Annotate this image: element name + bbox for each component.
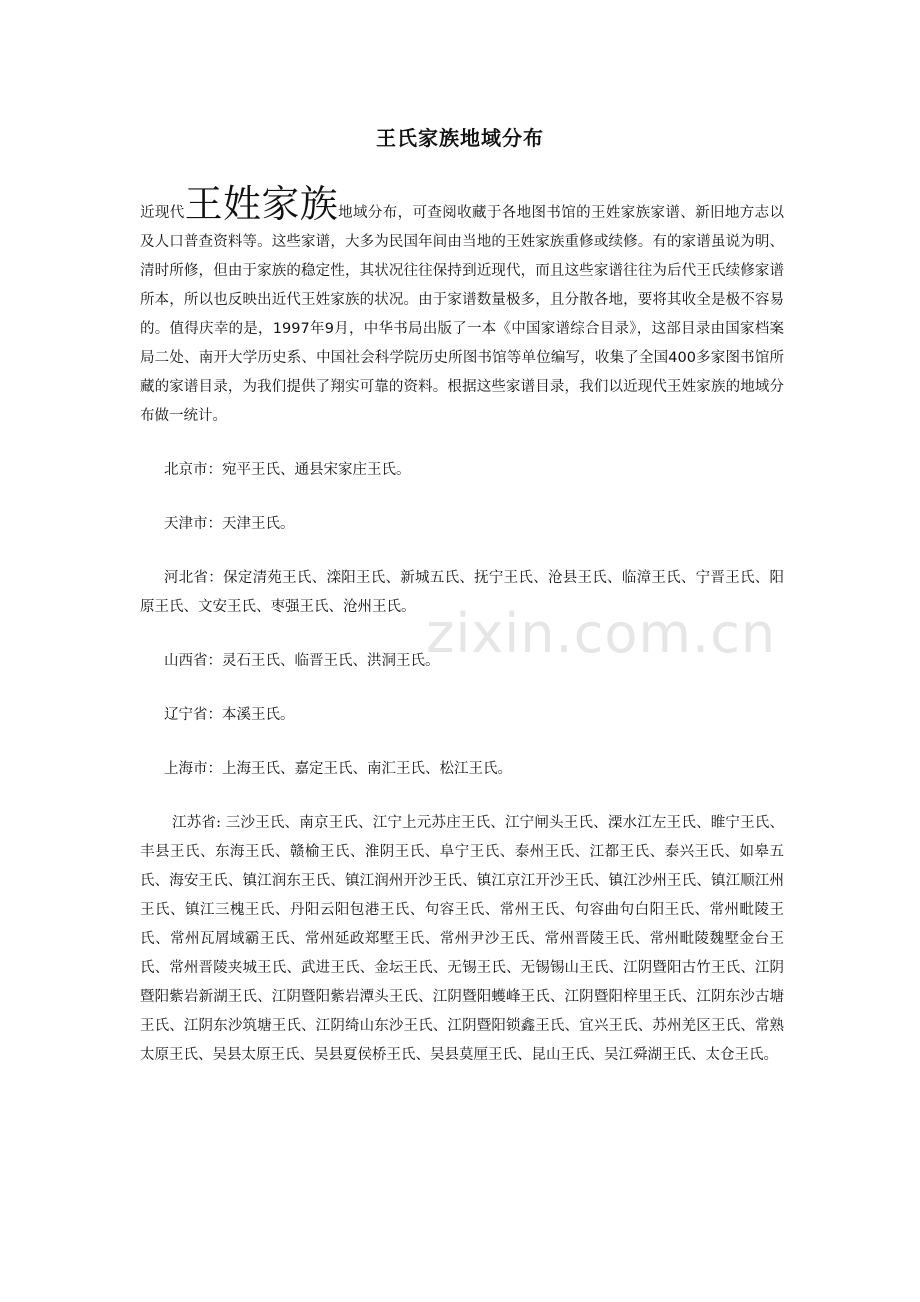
region-hebei: 河北省：保定清苑王氏、滦阳王氏、新城五氏、抚宁王氏、沧县王氏、临漳王氏、宁晋王氏、阳原王氏、文安王氏、枣强王氏、沧州王氏。 (140, 570, 784, 615)
region-beijing: 北京市：宛平王氏、通县宋家庄王氏。 (164, 462, 411, 478)
intro-paragraph (140, 182, 785, 431)
region-shanxi: 山西省：灵石王氏、临晋王氏、洪洞王氏。 (164, 653, 440, 669)
intro-text-1: 地域分布，可查阅收藏于各地图书馆的王姓家族家谱、新旧地方志以及人口普查资料等。这些家谱，大多为民国年间由当地的王姓家族重修或续修。有的家谱虽说为明、清时所修，但由于家族的稳定性，其状况往往保持到近现代，而且这些家谱往往为后代王氏续修家谱所本，所以也反映出近代王姓家族的状况。由于家谱数量极多，且分散各地，要将其收全是极不容易的。值得庆幸的是， (140, 205, 784, 337)
watermark: zixin.com.cn (426, 602, 777, 665)
intro-lead: 近现代 (140, 205, 185, 221)
intro-text-3: 月，中华书局出版了一本《中国家谱综合目录》，这部目录由国家档案局二处、南开大学历史系、中国社会科学院历史所图书馆等单位编写，收集了全国 (140, 321, 785, 366)
document-title: 王氏家族地域分布 (376, 126, 544, 150)
intro-text-2: 年 (309, 321, 325, 337)
region-jiangsu: 江苏省: 三沙王氏、南京王氏、江宁上元苏庄王氏、江宁闸头王氏、溧水江左王氏、睢宁王氏、丰县王氏、东海王氏、赣榆王氏、淮阴王氏、阜宁王氏、泰州王氏、江都王氏、泰兴王氏、如皋五氏、海安王氏、镇江润东王氏、镇江润州开沙王氏、镇江京江开沙王氏、镇江沙州王氏、镇江顺江州王氏、镇江三槐王氏、丹阳云阳包港王氏、句容王氏、常州王氏、句容曲句白阳王氏、常州毗陵王氏、常州瓦屑域霸王氏、常州延政郑墅王氏、常州尹沙王氏、常州晋陵王氏、常州毗陵魏墅金台王氏、常州晋陵夹城王氏、武进王氏、金坛王氏、无锡王氏、无锡锡山王氏、江阴暨阳古竹王氏、江阴暨阳紫岩新湖王氏、江阴暨阳紫岩潭头王氏、江阴暨阳蠖峰王氏、江阴暨阳梓里王氏、江阴东沙古塘王氏、江阴东沙筑塘王氏、江阴绮山东沙王氏、江阴暨阳锁鑫王氏、宜兴王氏、苏州羌区王氏、常熟太原王氏、吴县太原王氏、吴县夏侯桥王氏、吴县莫厘王氏、昆山王氏、吴江舜湖王氏、太仓王氏。 (140, 815, 784, 1063)
region-liaoning: 辽宁省：本溪王氏。 (164, 707, 295, 723)
intro-text-4: 多家图书馆所藏的家谱目录，为我们提供了翔实可靠的资料。根据这些家谱目录，我们以近现代王姓家族的地域分布做一统计。 (140, 350, 784, 424)
intro-month: 9 (324, 321, 334, 337)
intro-year: 1997 (272, 321, 310, 337)
document-body (140, 182, 785, 1070)
intro-count: 400 (668, 350, 696, 366)
region-tianjin: 天津市：天津王氏。 (164, 516, 295, 532)
region-shanghai: 上海市：上海王氏、嘉定王氏、南汇王氏、松江王氏。 (164, 761, 512, 777)
intro-emphasis: 王姓家族 (184, 182, 339, 226)
